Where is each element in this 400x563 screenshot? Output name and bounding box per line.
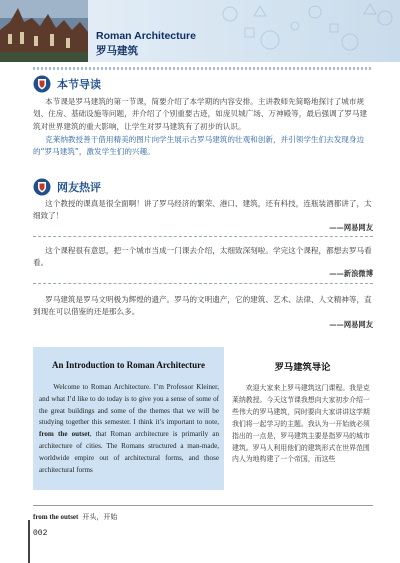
building-photo bbox=[0, 0, 88, 62]
vocab-footnote bbox=[33, 512, 117, 522]
review-text: 这个课程很有意思，把一个城市当成一门课去介绍，太细致深刻啦。学完这个课程，都想去罗马看看。 bbox=[33, 246, 372, 268]
page-marker bbox=[28, 520, 30, 563]
page-number: 002 bbox=[33, 529, 48, 538]
reviews-section-heading bbox=[33, 178, 101, 196]
dotted-rule bbox=[33, 67, 373, 70]
chapter-title-cn: 罗马建筑 bbox=[96, 45, 138, 57]
chapter-title-en: Roman Architecture bbox=[96, 30, 196, 42]
lecture-title-en: An Introduction to Roman Architecture bbox=[52, 360, 205, 370]
reviews-heading-text: 网友热评 bbox=[57, 181, 101, 194]
shield-icon bbox=[33, 178, 51, 196]
review-divider bbox=[33, 283, 373, 284]
review-source: ——网易网友 bbox=[329, 223, 373, 232]
lecture-text: 欢迎大家来上罗马建筑这门课程。我是克莱纳教授。今天这节课我想向大家初步介绍一些伟大的罗马建筑，同时要向大家讲讲这学期我们将一起学习的主题。我认为一开始就必须指出的一点是，罗马建筑主要是指罗马的城市建筑。罗马人利用他们的建筑形式在世界范围内人为地构建了一个帝国，而这些 bbox=[232, 384, 370, 464]
lecture-title-cn: 罗马建筑导论 bbox=[274, 362, 331, 373]
intro-section-heading bbox=[33, 75, 101, 93]
review-text: 罗马建筑是罗马文明极为辉煌的遗产。罗马的文明遗产，它的建筑、艺术、法律、人文精神等，直到现在可以借鉴的还是那么多。 bbox=[33, 295, 372, 317]
review-source: ——网易网友 bbox=[329, 320, 373, 329]
intro-paragraph-1: 本节课是罗马建筑的第一节课，简要介绍了本学期的内容安排。主讲教师先简略地探讨了城市规划、住房、基础设施等问题，并介绍了个别重要古迹，如庞贝城广场、万神殿等，最后强调了罗马建筑对世界建筑的重大影响，让学生对罗马建筑有了初步的认识。 bbox=[33, 97, 368, 131]
footer-rule bbox=[33, 505, 373, 506]
vocab-highlight: from the outset bbox=[39, 430, 90, 439]
intro-paragraph-2: 克莱纳教授善于借用精美的图片向学生展示古罗马建筑的壮观和创新，并引领学生们去发现身边的“罗马建筑”，激发学生们的兴趣。 bbox=[33, 135, 365, 157]
review-source: ——新浪微博 bbox=[329, 269, 373, 278]
intro-heading-text: 本节导读 bbox=[57, 78, 101, 91]
review-text: 这个教授的课真是很全面啊！讲了罗马经济的繁荣、港口、建筑，还有科技，连瓶装酒都讲了，太细致了！ bbox=[33, 199, 372, 221]
review-divider bbox=[33, 236, 373, 237]
lecture-body-cn bbox=[232, 383, 373, 466]
vocab-term: from the outset bbox=[33, 513, 79, 521]
shield-icon bbox=[33, 75, 51, 93]
lecture-text: , that Roman architecture is primarily an architecture of cities. The Romans structured a man-made, worldwide empire out of architectural forms, and those architectural forms bbox=[39, 430, 219, 474]
lecture-body-en bbox=[39, 382, 219, 476]
english-lecture-panel bbox=[33, 347, 224, 490]
vocab-gloss: 开头，开始 bbox=[82, 513, 118, 521]
lecture-text: Welcome to Roman Architecture. I’m Professor Kleiner, and what I’d like to do today is to give you a sense of some of the great buildings and some of the themes that we will be studying together this semester. I think it’s important to note, bbox=[39, 383, 219, 427]
chapter-banner bbox=[0, 0, 400, 62]
